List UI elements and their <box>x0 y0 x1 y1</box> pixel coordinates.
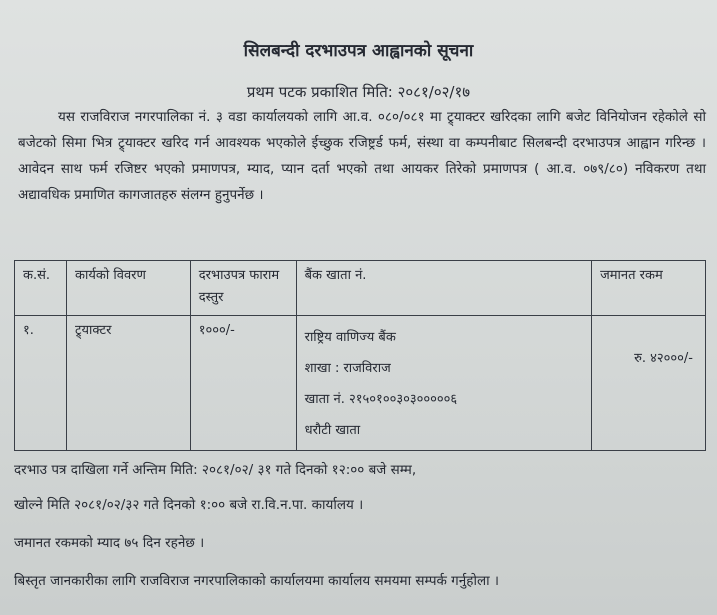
cell-sn: १. <box>15 316 67 451</box>
header-description: कार्यको विवरण <box>66 261 190 316</box>
notice-body <box>18 104 706 208</box>
cell-form-fee: १०००/- <box>190 316 296 451</box>
notice-footer <box>14 458 704 600</box>
bank-branch: शाखा : राजविराज <box>304 361 391 376</box>
cell-description: ट्र्याक्टर <box>66 316 190 451</box>
header-guarantee: जमानत रकम <box>592 261 706 316</box>
notice-title: सिलबन्दी दरभाउपत्र आह्वानको सूचना <box>243 41 474 61</box>
header-sn: क.सं. <box>15 261 67 316</box>
guarantee-amount: रु. ४२०००/- <box>634 351 693 366</box>
bank-account-type: धरौटी खाता <box>304 423 361 438</box>
contact-info: बिस्तृत जानकारीका लागि राजविराज नगरपालिकाको कार्यालयमा कार्यालय समयमा सम्पर्क गर्नुहोला । <box>14 573 499 589</box>
submission-deadline: दरभाउ पत्र दाखिला गर्ने अन्तिम मिति: २०८१/०२/ ३१ गते दिनको १२:०० बजे सम्म, <box>14 462 417 478</box>
publication-date: प्रथम पटक प्रकाशित मिति: २०८१/०२/१७ <box>246 83 471 101</box>
cell-guarantee <box>592 316 706 451</box>
guarantee-validity: जमानत रकमको म्याद ७५ दिन रहनेछ । <box>14 535 205 551</box>
tender-table <box>14 260 706 451</box>
header-form-fee: दरभाउपत्र फाराम दस्तुर <box>190 261 296 316</box>
notice-paragraph: यस राजविराज नगरपालिका नं. ३ वडा कार्यालयको लागि आ.व. ०८०/०८१ मा ट्र्याक्टर खरिदका लागि बजेट विनियोजन रहेकोले सो बजेटको सिमा भित्र ट्र्याक्टर खरिद गर्न आवश्यक भएकोले ईच्छुक रजिष्ट्रर्ड फर्म, संस्था वा कम्पनीबाट सिलबन्दी दरभाउपत्र आह्वान गरिन्छ । आवेदन साथ फर्म रजिष्टर भएको प्रमाणपत्र, म्याद, प्यान दर्ता भएको तथा आयकर तिरेको प्रमाणपत्र ( आ.व. ०७९/८०) नविकरण तथा अद्यावधिक प्रमाणित कागजातहरु संलग्न हुनुपर्नेछ । <box>18 109 706 203</box>
bank-account-number: खाता नं. २१५०१००३०३०००००६ <box>304 392 458 407</box>
table-row <box>15 316 706 451</box>
table-header-row <box>15 261 706 316</box>
header-bank-account: बैंक खाता नं. <box>296 261 592 316</box>
opening-date: खोल्ने मिति २०८१/०२/३२ गते दिनको १:०० बजे रा.वि.न.पा. कार्यालय । <box>14 497 364 513</box>
bank-name: राष्ट्रिय वाणिज्य बैंक <box>304 330 396 345</box>
cell-bank-account <box>296 316 592 451</box>
